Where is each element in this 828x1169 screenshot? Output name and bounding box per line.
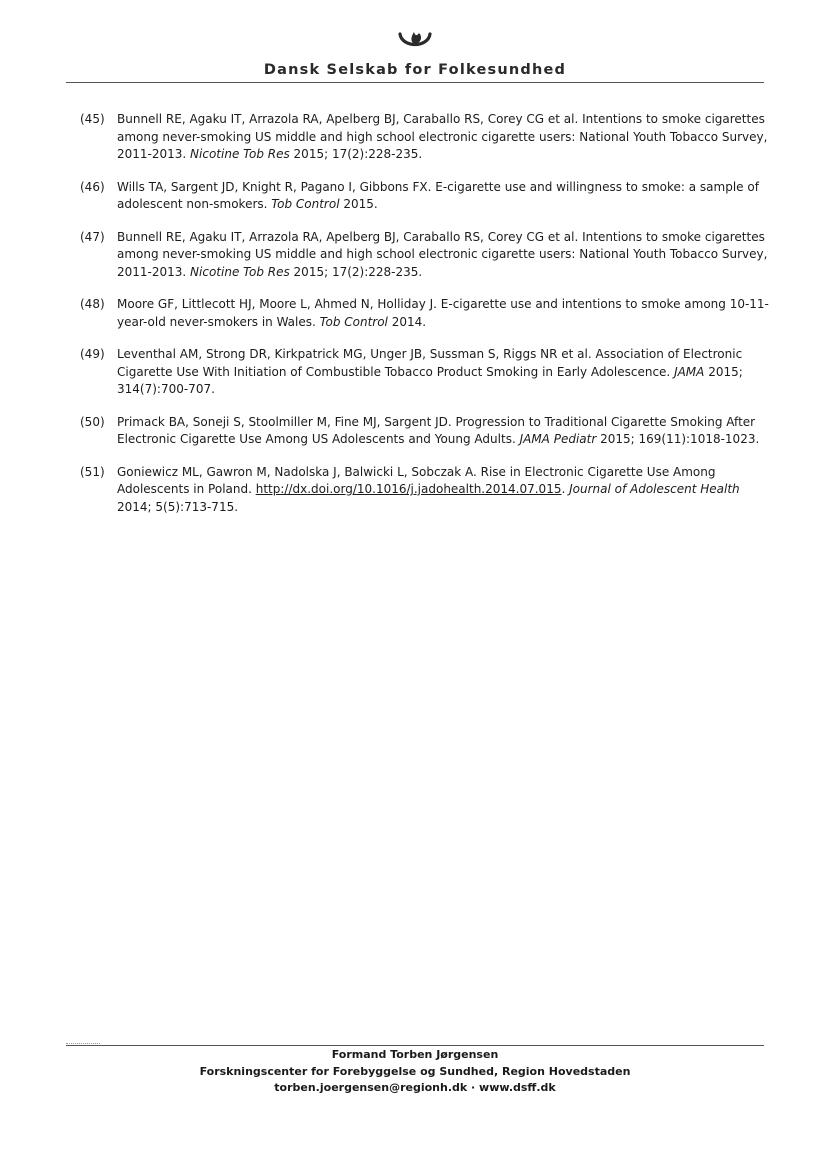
reference-number: (46) xyxy=(80,179,105,194)
footer-chair: Formand Torben Jørgensen xyxy=(331,1048,499,1061)
reference-number: (45) xyxy=(80,112,105,126)
reference-text: Wills TA, Sargent JD, Knight R, Pagano I, Gibbons FX. E-cigarette use and willingness to smoke: a sample of adolescent non-smokers. Tob Control 2015. xyxy=(117,179,759,211)
footer-mark xyxy=(66,1043,100,1044)
reference-number: (49) xyxy=(80,347,105,361)
reference-list xyxy=(80,111,770,531)
reference-text: Leventhal AM, Strong DR, Kirkpatrick MG, Unger JB, Sussman S, Riggs NR et al. Association of Electronic Cigarette Use With Initiation of Combustible Tobacco Product Smoking in Early Adolescence. JAMA 2015; 314(7):700-707. xyxy=(117,347,743,396)
reference-text: Primack BA, Soneji S, Stoolmiller M, Fine MJ, Sargent JD. Progression to Traditional Cigarette Smoking After Electronic Cigarette Use Among US Adolescents and Young Adults. JAMA Pediatr 2015; 169(11):1018-1023. xyxy=(117,414,760,446)
organization-name: Dansk Selskab for Folkesundhed xyxy=(263,62,567,78)
journal-title: Nicotine Tob Res xyxy=(190,147,290,161)
journal-title: Tob Control xyxy=(271,197,340,211)
reference-item xyxy=(80,111,770,164)
society-logo-icon xyxy=(395,28,435,54)
reference-item xyxy=(80,179,770,214)
header-divider xyxy=(66,82,764,83)
footer-institution: Forskningscenter for Forebyggelse og Sundhed, Region Hovedstaden xyxy=(199,1064,631,1078)
reference-number: (50) xyxy=(80,414,105,429)
reference-text: Goniewicz ML, Gawron M, Nadolska J, Balwicki L, Sobczak A. Rise in Electronic Cigarette Use Among Adolescents in Poland. http://dx.doi.org/10.1016/j.jadohealth.2014.07.015. Journal of Adolescent Health 2014; 5(5):713-715. xyxy=(117,464,740,514)
reference-item xyxy=(80,414,770,449)
reference-item xyxy=(80,296,770,331)
reference-number: (47) xyxy=(80,229,105,244)
reference-number: (48) xyxy=(80,297,105,311)
reference-item xyxy=(80,464,770,517)
reference-text: Bunnell RE, Agaku IT, Arrazola RA, Apelberg BJ, Caraballo RS, Corey CG et al. Intentions to smoke cigarettes among never-smoking US middle and high school electronic cigarette users: National Youth Tobacco Survey, 2011-2013. Nicotine Tob Res 2015; 17(2):228-235. xyxy=(117,229,768,279)
journal-title: Tob Control xyxy=(319,314,388,329)
footer-divider xyxy=(66,1045,764,1046)
page-footer xyxy=(66,1047,764,1097)
reference-text: Moore GF, Littlecott HJ, Moore L, Ahmed N, Holliday J. E-cigarette use and intentions to smoke among 10-11-year-old never-smokers in Wales. Tob Control 2014. xyxy=(117,297,769,329)
page-header xyxy=(66,28,764,78)
reference-item xyxy=(80,229,770,282)
footer-contact: torben.joergensen@regionh.dk · www.dsff.dk xyxy=(274,1081,556,1094)
journal-title: JAMA Pediatr xyxy=(519,432,597,446)
reference-item xyxy=(80,346,770,399)
journal-title: JAMA xyxy=(674,364,705,379)
reference-text: Bunnell RE, Agaku IT, Arrazola RA, Apelberg BJ, Caraballo RS, Corey CG et al. Intentions to smoke cigarettes among never-smoking US middle and high school electronic cigarette users: National Youth Tobacco Survey, 2011-2013. Nicotine Tob Res 2015; 17(2):228-235. xyxy=(117,112,768,161)
journal-title: Nicotine Tob Res xyxy=(190,264,290,279)
journal-title: Journal of Adolescent Health xyxy=(569,482,740,496)
reference-number: (51) xyxy=(80,464,105,479)
doi-link[interactable]: http://dx.doi.org/10.1016/j.jadohealth.2014.07.015 xyxy=(255,482,562,496)
